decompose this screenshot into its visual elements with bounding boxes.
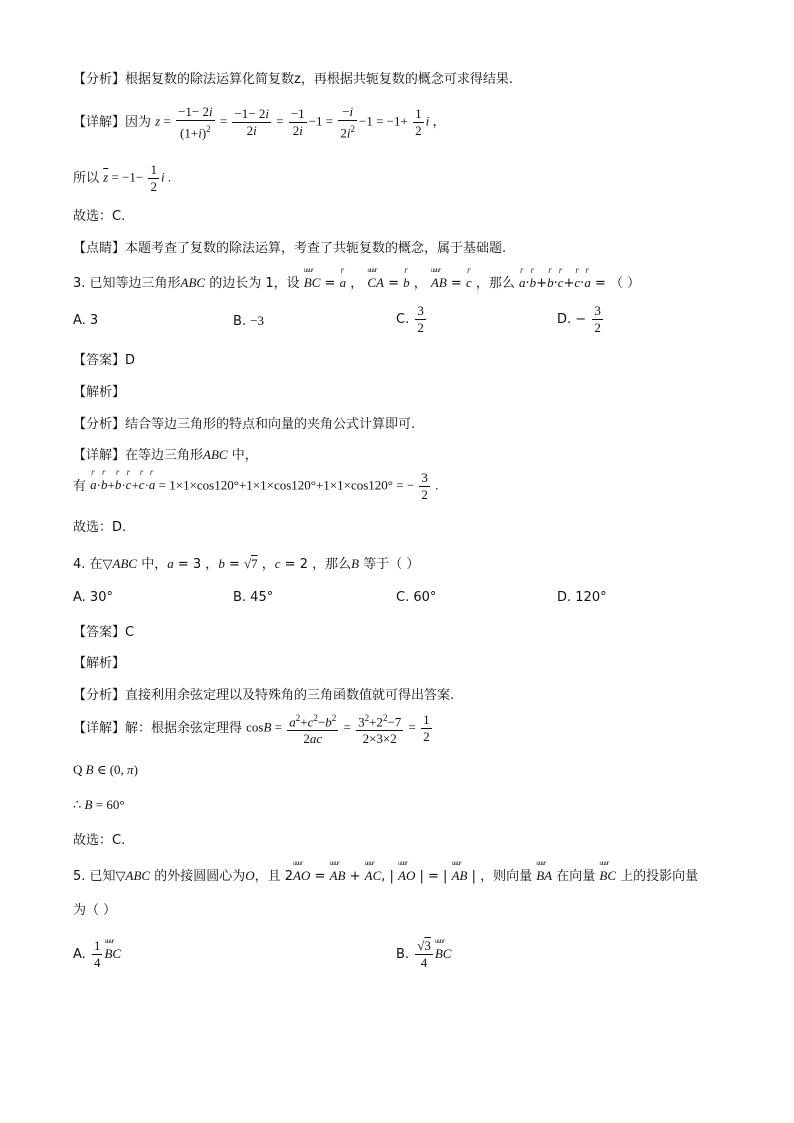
q2-conjugate-label: 所以 xyxy=(73,171,100,186)
q3-option-b: B. −3 xyxy=(233,313,265,329)
q3-analysis: 【分析】结合等边三角形的特点和向量的夹角公式计算即可. xyxy=(73,417,416,432)
q4-parse: 【解析】 xyxy=(73,656,126,671)
q3-answer: 【答案】D xyxy=(73,353,136,368)
q4-range: Q B ∈ (0, π) xyxy=(73,762,138,777)
q4-answer: 【答案】C xyxy=(73,625,135,640)
q4-result: ∴ B = 60° xyxy=(73,797,125,812)
q4-option-c: C. 60° xyxy=(396,590,437,605)
q3-calc: 有 r a·r b+r b·r c+r c·r a = 1×1×cos120°+1×1×cos120°+1×1×cos120° = − $\frac{3}{2}$ . xyxy=(73,470,734,503)
q4-option-a: A. 30° xyxy=(73,590,113,605)
q5-option-b: B. $\frac{√3}{4}$ uuur BC xyxy=(396,938,451,971)
q5-stem2: 为（ ） xyxy=(73,903,117,918)
q4-option-b: B. 45° xyxy=(233,590,274,605)
q4-option-d: D. 120° xyxy=(557,590,607,605)
q3-parse: 【解析】 xyxy=(73,385,126,400)
q3-option-d: D. − $\frac{3}{2}$ xyxy=(557,303,601,335)
q5-option-a: A. $\frac{1}{4}$ uuur BC xyxy=(73,938,121,971)
q3-choice: 故选：D. xyxy=(73,520,127,535)
q2-detail xyxy=(73,104,734,141)
q2-analysis-text: 【分析】根据复数的除法运算化简复数z，再根据共轭复数的概念可求得结果. xyxy=(73,72,513,87)
q3-option-c: C. $\frac{3}{2}$ xyxy=(396,303,424,335)
q3-stem: 3. 已知等边三角形ABC 的边长为 1，设 uuur BC = r a ， uuur CA = r b ， uuur AB = r c ，那么 r a·r b+r b·r c+r c·r a = （ ） xyxy=(73,272,734,291)
q5-stem: 5. 已知▽ABC 的外接圆圆心为O，且 2uuur AO = uuur AB + uuur AC, | uuur AO | = | uuur AB | ，则向量 uuur BA 在向量 uuur BC 上的投影向量 xyxy=(73,865,734,884)
q4-analysis: 【分析】直接利用余弦定理以及特殊角的三角函数值就可得出答案. xyxy=(73,688,455,703)
q2-analysis xyxy=(73,68,734,87)
q4-stem: 4. 在▽ABC 中，a = 3 ，b = √7 ，c = 2 ，那么B 等于（ ） xyxy=(73,556,420,572)
q3-detail: 【详解】在等边三角形ABC 中， xyxy=(73,447,258,463)
q2-detail-formula: z = $\frac{-1- 2i}{(1+i)^2}$ = $\frac{-1- 2i}{2i}$ = $\frac{-1}{2i}$ −1 = $\frac{-i}{2i^2}$ −1 = −1+ $\frac{1}{2}$ i ， xyxy=(155,104,446,141)
q2-conjugate xyxy=(73,162,734,195)
q4-choice: 故选：C. xyxy=(73,833,126,848)
q2-remark: 【点睛】本题考查了复数的除法运算，考查了共轭复数的概念，属于基础题. xyxy=(73,241,507,256)
q2-conjugate-formula: $\overline{z} = -1-$ $\frac{1}{2}$ i . xyxy=(103,162,172,194)
q3-option-a: A. 3 xyxy=(73,313,99,328)
q4-detail: 【详解】解：根据余弦定理得 cosB = $\frac{a^2+c^2-b^2}{2ac}$ = $\frac{3^2+2^2-7}{2\times 3\times 2}$ = $\frac{1}{2}$ xyxy=(73,710,734,747)
q2-detail-label: 【详解】因为 xyxy=(73,115,152,131)
q2-choice: 故选：C. xyxy=(73,209,126,224)
